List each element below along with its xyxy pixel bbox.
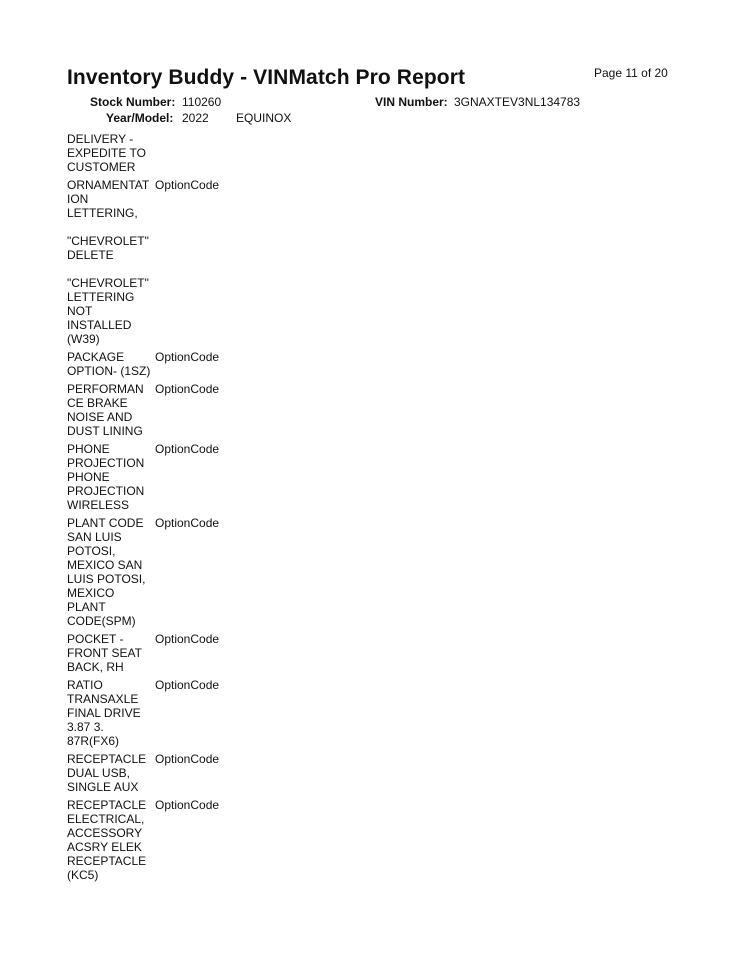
option-row <box>67 442 267 512</box>
option-description: "CHEVROLET" LETTERING NOT INSTALLED (W39) <box>67 276 149 346</box>
vin-number-value: 3GNAXTEV3NL134783 <box>454 95 581 109</box>
option-row <box>67 678 267 748</box>
stock-number-label-text: Stock Number: <box>90 95 176 109</box>
stock-number-value: 110260 <box>182 95 222 109</box>
option-code: OptionCode <box>155 442 220 456</box>
option-description: POCKET - FRONT SEAT BACK, RH <box>67 632 142 674</box>
year-model-label <box>106 111 173 125</box>
year-model-label-text: Year/Model: <box>106 111 174 125</box>
model-value: EQUINOX <box>236 111 292 125</box>
option-code: OptionCode <box>155 752 220 766</box>
option-description: PHONE PROJECTION PHONE PROJECTION WIRELESS <box>67 442 145 512</box>
option-list <box>67 132 267 886</box>
option-code: OptionCode <box>155 678 220 692</box>
option-row <box>67 178 267 220</box>
option-code: OptionCode <box>155 178 220 192</box>
option-code: OptionCode <box>155 516 220 530</box>
option-row <box>67 798 267 882</box>
option-row <box>67 276 267 346</box>
option-row <box>67 516 267 628</box>
option-description: PERFORMAN CE BRAKE NOISE AND DUST LINING <box>67 382 144 438</box>
option-row <box>67 752 267 794</box>
option-row <box>67 350 267 378</box>
option-code: OptionCode <box>155 632 220 646</box>
option-row <box>67 132 267 174</box>
option-row <box>67 382 267 438</box>
vin-number-label <box>375 95 448 109</box>
option-description: PACKAGE OPTION- (1SZ) <box>67 350 151 378</box>
option-description: RECEPTACLE ELECTRICAL, ACCESSORY ACSRY ELEK RECEPTACLE (KC5) <box>67 798 147 882</box>
stock-number-label <box>90 95 175 109</box>
option-row <box>67 632 267 674</box>
report-title: Inventory Buddy - VINMatch Pro Report <box>67 66 466 89</box>
option-code: OptionCode <box>155 798 220 812</box>
year-value: 2022 <box>182 111 209 125</box>
option-description: RECEPTACLE DUAL USB, SINGLE AUX <box>67 752 147 794</box>
option-code: OptionCode <box>155 350 220 364</box>
option-code: OptionCode <box>155 382 220 396</box>
option-description: ORNAMENTAT ION LETTERING, <box>67 178 150 220</box>
option-row <box>67 234 267 262</box>
option-description: PLANT CODE SAN LUIS POTOSI, MEXICO SAN LUIS POTOSI, MEXICO PLANT CODE(SPM) <box>67 516 146 628</box>
option-description: DELIVERY - EXPEDITE TO CUSTOMER <box>67 132 146 174</box>
page-number: Page 11 of 20 <box>594 66 668 80</box>
option-description: RATIO TRANSAXLE FINAL DRIVE 3.87 3. 87R(FX6) <box>67 678 141 748</box>
vin-number-label-text: VIN Number: <box>375 95 448 109</box>
option-description: "CHEVROLET" DELETE <box>67 234 149 262</box>
